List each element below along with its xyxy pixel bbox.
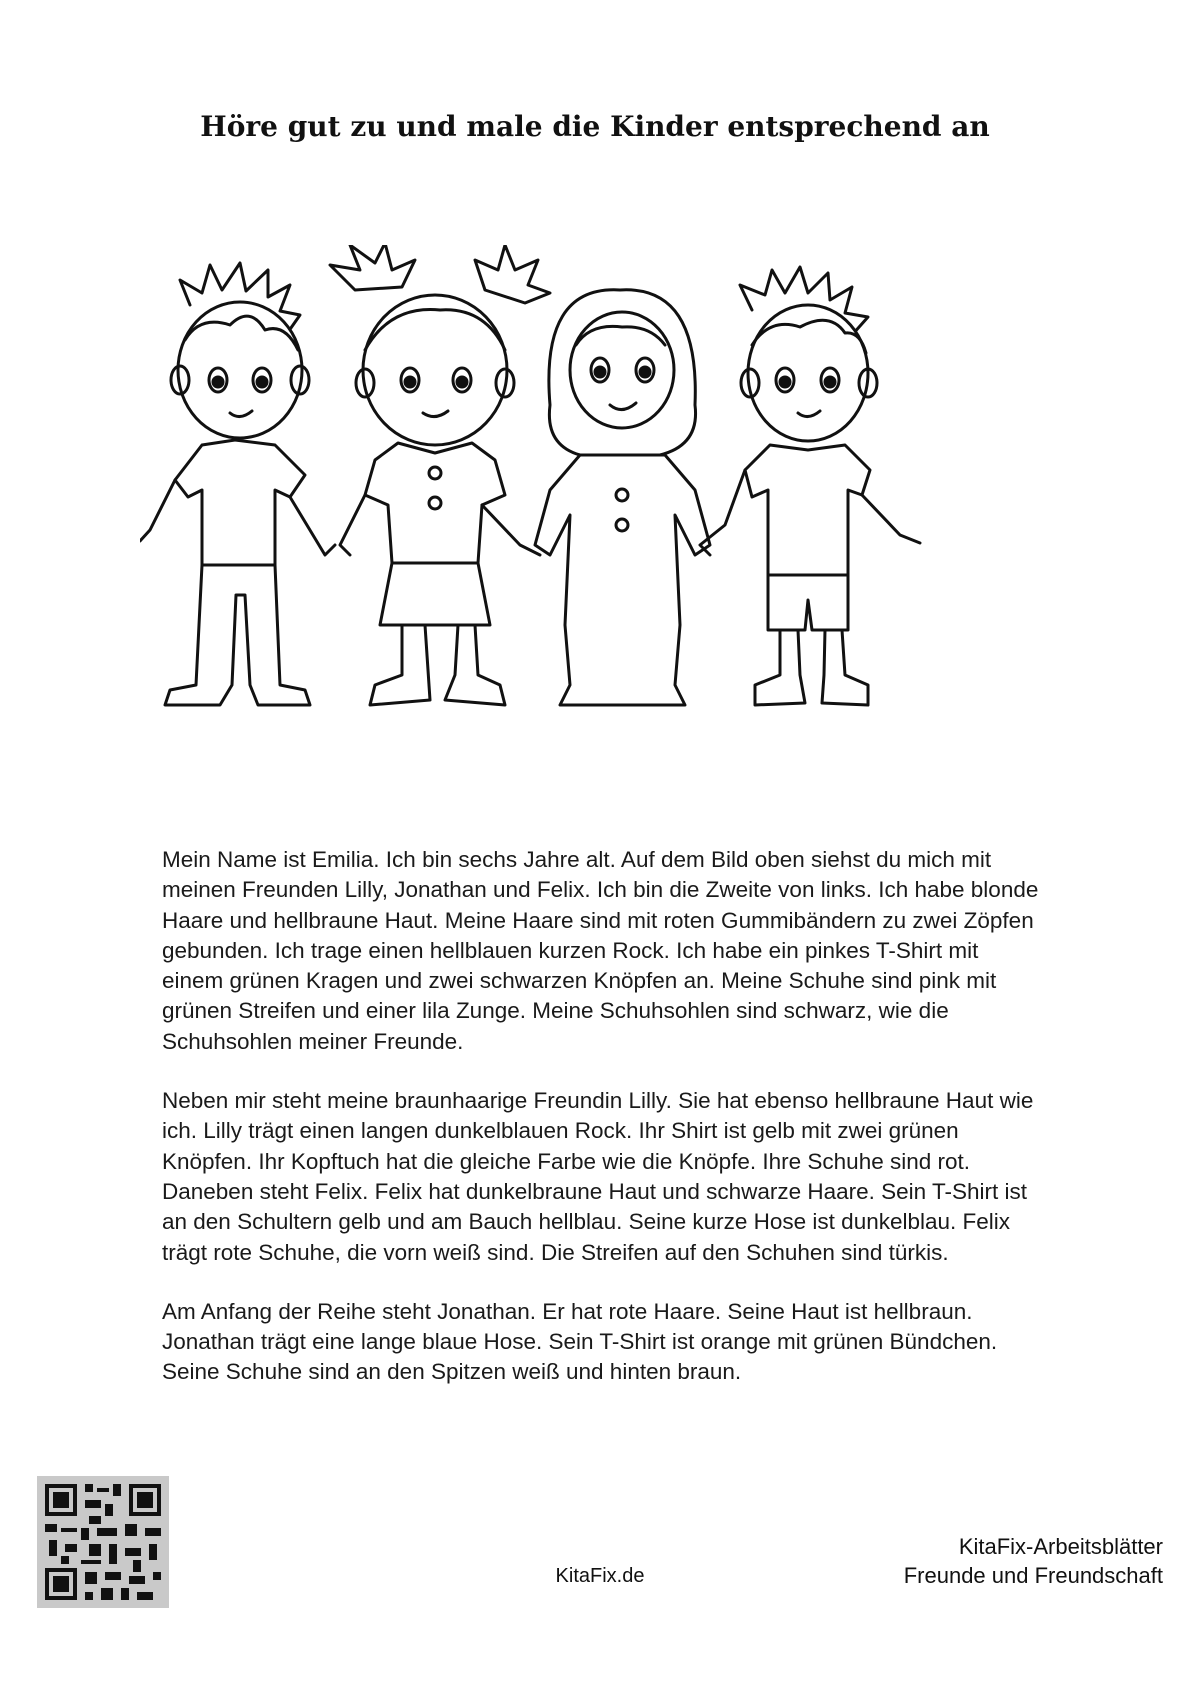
page-title: Höre gut zu und male die Kinder entsprechend an	[200, 110, 990, 143]
lilly-figure	[535, 290, 710, 705]
qr-code-icon[interactable]	[37, 1476, 169, 1608]
footer-brand: KitaFix-Arbeitsblätter	[958, 1534, 1163, 1559]
emilia-figure	[330, 245, 550, 705]
footer-branding	[904, 1532, 1163, 1590]
story-text	[162, 845, 1042, 1417]
site-url[interactable]: KitaFix.de	[555, 1565, 645, 1587]
children-illustration	[140, 245, 1020, 785]
footer-topic: Freunde und Freundschaft	[903, 1563, 1163, 1588]
story-paragraph-1: Mein Name ist Emilia. Ich bin sechs Jahre alt. Auf dem Bild oben siehst du mich mit meinen Freunden Lilly, Jonathan und Felix. Ich bin die Zweite von links. Ich habe blonde Haare und hellbraune Haut. Meine Haare sind mit roten Gummibändern zu zwei Zöpfen gebunden. Ich trage einen hellblauen kurzen Rock. Ich habe ein pinkes T-Shirt mit einem grünen Kragen und zwei schwarzen Knöpfen an. Meine Schuhe sind pink mit grünen Streifen und einer lila Zunge. Meine Schuhsohlen sind schwarz, wie die Schuhsohlen meiner Freunde.	[162, 847, 1039, 1054]
story-paragraph-2: Neben mir steht meine braunhaarige Freundin Lilly. Sie hat ebenso hellbraune Haut wie ich. Lilly trägt einen langen dunkelblauen Rock. Ihr Shirt ist gelb mit zwei grünen Knöpfen. Ihr Kopftuch hat die gleiche Farbe wie die Knöpfe. Ihre Schuhe sind rot. Daneben steht Felix. Felix hat dunkelbraune Haut und schwarze Haare. Sein T-Shirt ist an den Schultern gelb und am Bauch hellblau. Seine kurze Hose ist dunkelblau. Felix trägt rote Schuhe, die vorn weiß sind. Die Streifen auf den Schuhen sind türkis.	[162, 1088, 1034, 1265]
story-paragraph-3: Am Anfang der Reihe steht Jonathan. Er hat rote Haare. Seine Haut ist hellbraun. Jonathan trägt eine lange blaue Hose. Sein T-Shirt ist orange mit grünen Bündchen. Seine Schuhe sind an den Spitzen weiß und hinten braun.	[162, 1298, 998, 1385]
jonathan-figure	[140, 263, 335, 705]
felix-figure	[700, 267, 920, 705]
